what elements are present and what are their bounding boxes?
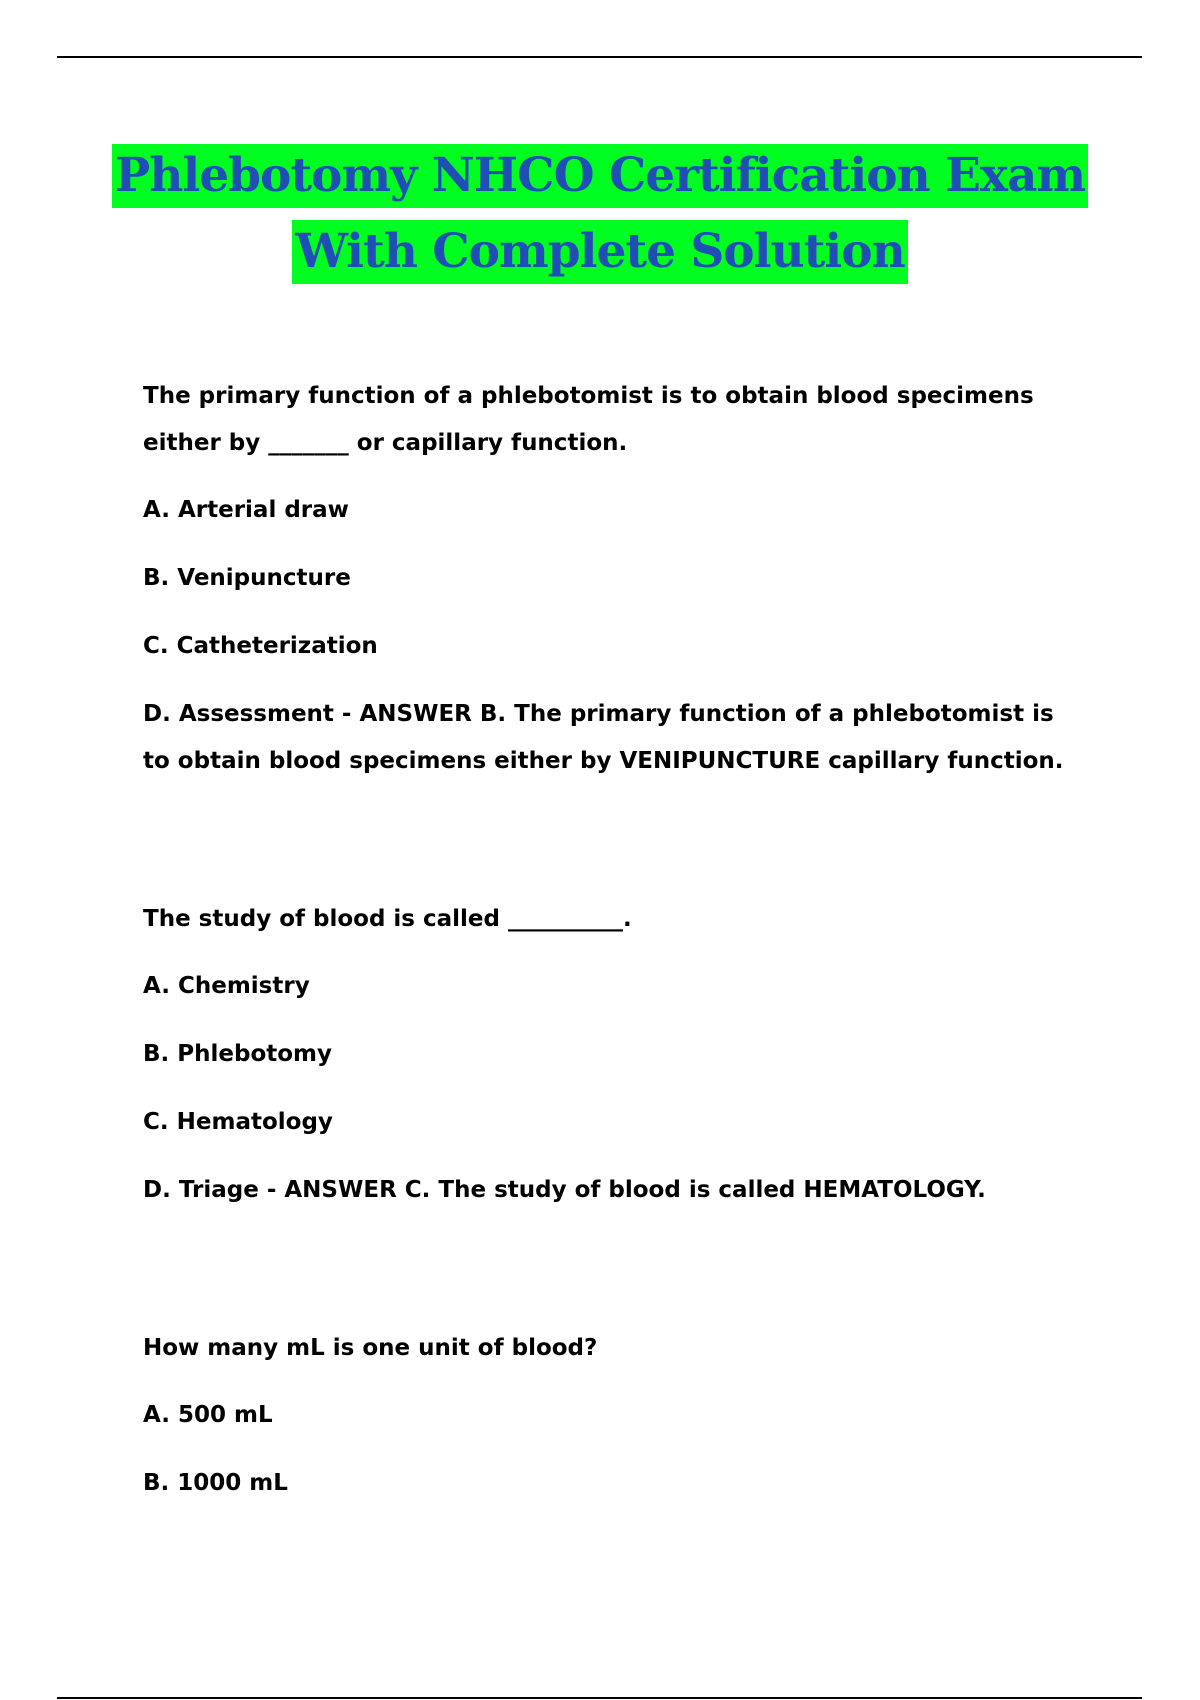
- question-block: [143, 373, 1078, 785]
- question-block: [143, 896, 1078, 1214]
- question-stem: How many mL is one unit of blood?: [143, 1335, 598, 1361]
- question-stem: The study of blood is called __________.: [143, 906, 632, 932]
- answer-option: C. Catheterization: [143, 633, 378, 659]
- question-stem: The primary function of a phlebotomist is to obtain blood specimens either by _______ or capillary function.: [143, 383, 1034, 456]
- title-line-1: Phlebotomy NHCO Certification Exam: [112, 144, 1088, 208]
- answer-option: A. 500 mL: [143, 1402, 273, 1428]
- answer-option: A. Arterial draw: [143, 497, 349, 523]
- title-line-2: With Complete Solution: [292, 220, 908, 284]
- answer-option: C. Hematology: [143, 1109, 333, 1135]
- page-title: [0, 140, 1200, 292]
- top-rule: [57, 56, 1142, 58]
- answer-option: B. Venipuncture: [143, 565, 351, 591]
- question-block: [143, 1325, 1078, 1507]
- question-list: [143, 373, 1078, 1528]
- answer-option: D. Triage - ANSWER C. The study of blood is called HEMATOLOGY.: [143, 1177, 986, 1203]
- bottom-rule: [57, 1697, 1142, 1699]
- spacer: [143, 1235, 1078, 1325]
- answer-option: B. 1000 mL: [143, 1470, 288, 1496]
- answer-option: D. Assessment - ANSWER B. The primary function of a phlebotomist is to obtain blood specimens either by VENIPUNCTURE capillary function.: [143, 701, 1064, 774]
- answer-option: B. Phlebotomy: [143, 1041, 333, 1067]
- spacer: [143, 806, 1078, 896]
- answer-option: A. Chemistry: [143, 973, 310, 999]
